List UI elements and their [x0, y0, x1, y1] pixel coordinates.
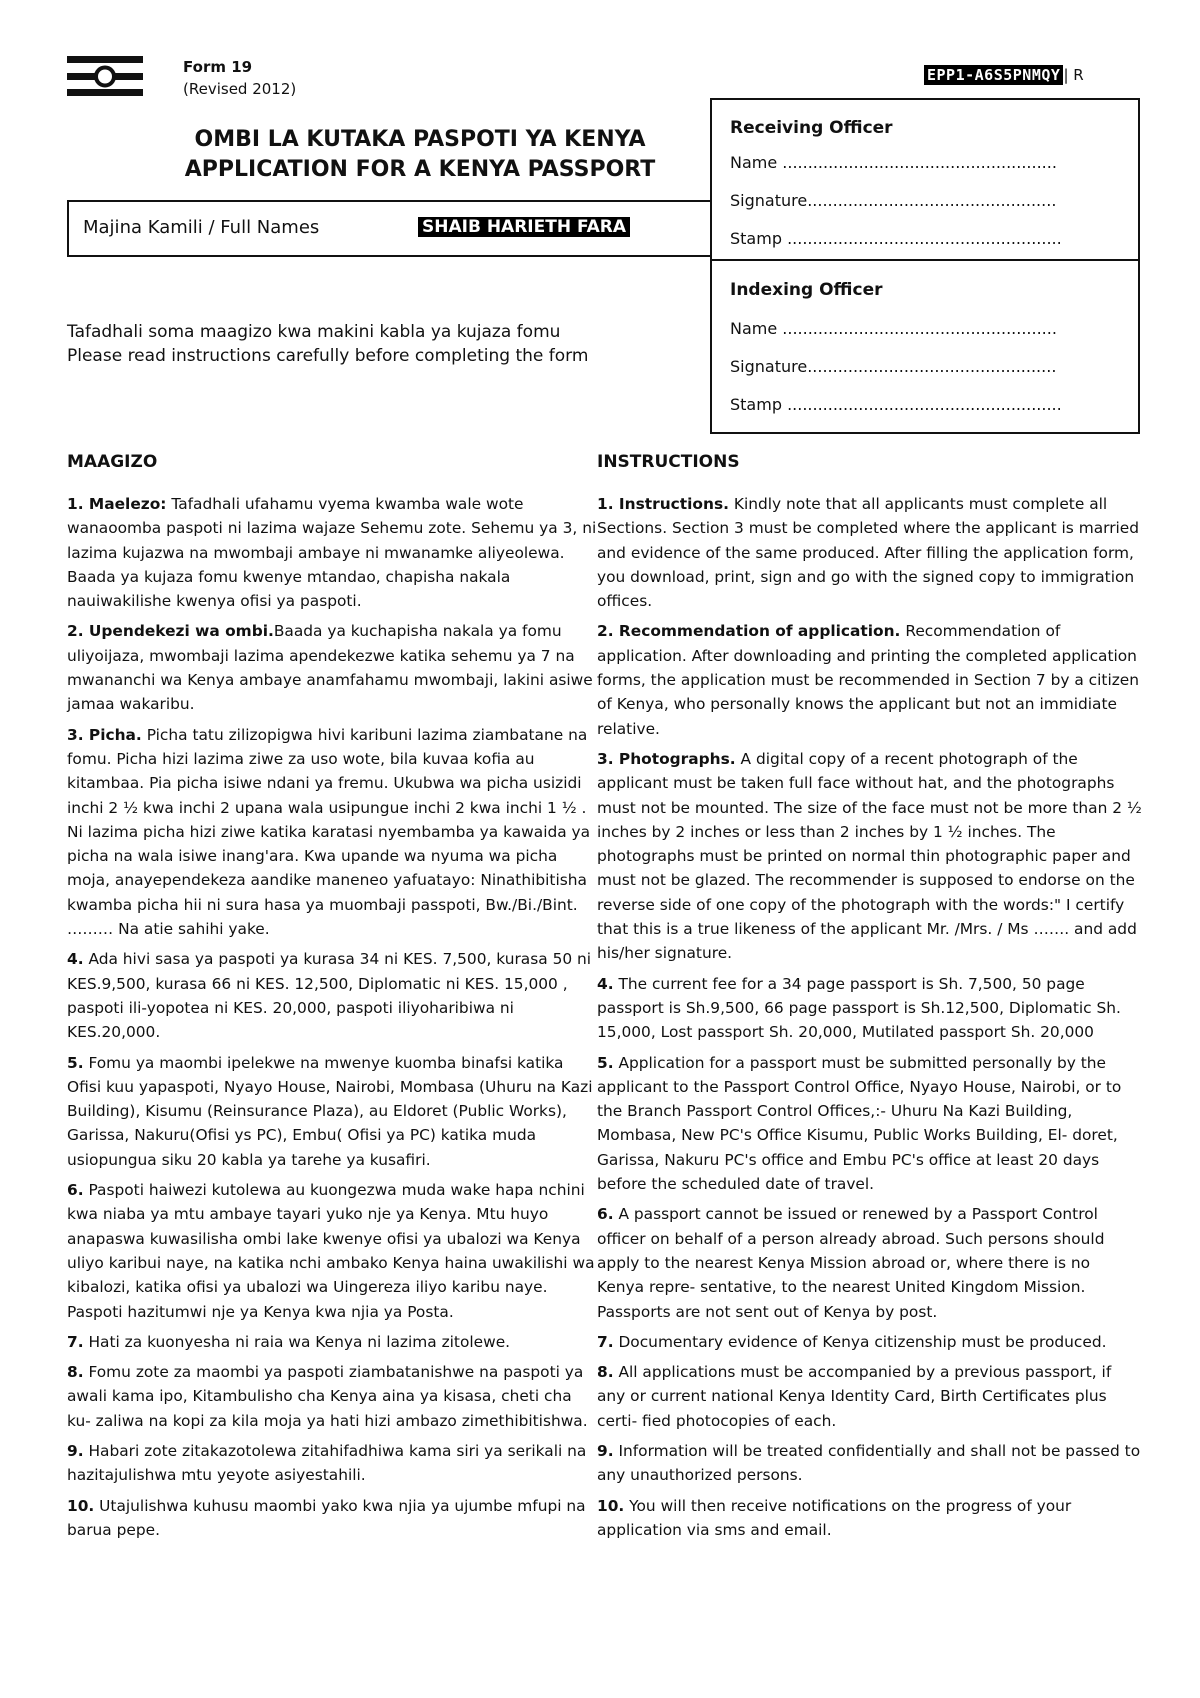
indexing-officer-signature-field: Signature.................................................	[730, 357, 1057, 376]
officer-box	[710, 98, 1140, 434]
reference-code: EPP1-A6S5PNMQY	[924, 65, 1063, 85]
title-english: APPLICATION FOR A KENYA PASSPORT	[184, 157, 656, 182]
list-item: 9. Habari zote zitakazotolewa zitahifadhiwa kama siri ya serikali na hazitajulishwa mtu yeyote asiyestahili.	[67, 1441, 587, 1485]
maagizo-list	[67, 492, 597, 1548]
form-revision: (Revised 2012)	[183, 80, 297, 98]
list-item: 2. Recommendation of application. Recommendation of application. After downloading and printing the completed application forms, the application must be recommended in Section 7 by a citizen of Kenya, who personally knows the applicant but not an immidiate relative.	[597, 622, 1140, 738]
form-logo-icon	[67, 56, 143, 96]
instructions-list	[597, 492, 1142, 1548]
title-swahili: OMBI LA KUTAKA PASPOTI YA KENYA	[194, 127, 646, 152]
reference-suffix: | R	[1063, 66, 1084, 84]
please-read-note	[67, 320, 588, 368]
full-names-label: Majina Kamili / Full Names	[83, 217, 320, 238]
list-item: 4. Ada hivi sasa ya paspoti ya kurasa 34 ni KES. 7,500, kurasa 50 ni KES.9,500, kurasa 66 ni KES. 12,500, Diplomatic ni KES. 15,000 , paspoti ili-yopotea ni KES. 20,000, paspoti iliyoharibiwa ni KES.20,000.	[67, 950, 592, 1042]
list-item: 5. Application for a passport must be submitted personally by the applicant to the Passport Control Office, Nyayo House, Nairobi, or to the Branch Passport Control Offices,:- Uhuru Na Kazi Building, Mombasa, New PC's Office Kisumu, Public Works Building, El- doret, Garissa, Nakuru PC's office and Embu PC's office at least 20 days before the scheduled date of travel.	[597, 1053, 1122, 1194]
please-read-english: Please read instructions carefully before completing the form	[67, 346, 589, 366]
receiving-officer-name-field: Name ......................................................	[730, 153, 1057, 172]
list-item: 6. A passport cannot be issued or renewed by a Passport Control officer on behalf of a person already abroad. Such persons should apply to the nearest Kenya Mission abroad or, where there is no Kenya repre- sentative, to the nearest United Kingdom Mission. Passports are not sent out of Kenya by post.	[597, 1205, 1105, 1321]
receiving-officer-signature-field: Signature.................................................	[730, 191, 1057, 210]
list-item: 3. Picha. Picha tatu zilizopigwa hivi karibuni lazima ziambatane na fomu. Picha hizi lazima ziwe za uso wote, bila kuvaa kofia au kitambaa. Pia picha isiwe ndani ya fremu. Ukubwa wa picha usizidi inchi 2 ½ kwa inchi 2 upana wala usipungue inchi 2 kwa inchi 1 ½ . Ni lazima picha hizi ziwe katika karatasi nyembamba ya kawaida ya picha na wala isiwe inang'ara. Kwa upande wa nyuma wa picha moja, anayependekeza aandike maneneo yafuatayo: Ninathibitisha kwamba picha hii ni sura hasa ya muombaji passpoti, Bw./Bi./Bint. ……… Na atie sahihi yake.	[67, 725, 591, 939]
page-title	[140, 125, 700, 185]
list-item: 8. Fomu zote za maombi ya paspoti ziambatanishwe na paspoti ya awali kama ipo, Kitambulisho cha Kenya aina ya kisasa, cheti cha ku- zaliwa na kopi za kila moja ya hati hizi ambazo zimethibitishwa.	[67, 1363, 588, 1430]
indexing-officer-stamp-field: Stamp ......................................................	[730, 395, 1062, 414]
list-item: 7. Hati za kuonyesha ni raia wa Kenya ni lazima zitolewe.	[67, 1332, 511, 1351]
list-item: 4. The current fee for a 34 page passport is Sh. 7,500, 50 page passport is Sh.9,500, 66 page passport is Sh.12,500, Diplomatic Sh. 15,000, Lost passport Sh. 20,000, Mutilated passport Sh. 20,000	[597, 974, 1121, 1042]
list-item: 10. Utajulishwa kuhusu maombi yako kwa njia ya ujumbe mfupi na barua pepe.	[67, 1496, 586, 1539]
list-item: 7. Documentary evidence of Kenya citizenship must be produced.	[597, 1332, 1107, 1351]
list-item: 10. You will then receive notifications on the progress of your application via sms and email.	[597, 1496, 1072, 1539]
indexing-officer-name-field: Name ......................................................	[730, 319, 1057, 338]
list-item: 5. Fomu ya maombi ipelekwe na mwenye kuomba binafsi katika Ofisi kuu yapaspoti, Nyayo House, Nairobi, Mombasa (Uhuru na Kazi Building), Kisumu (Reinsurance Plaza), au Eldoret (Public Works), Garissa, Nakuru(Ofisi ys PC), Embu( Ofisi ya PC) katika muda usiopungua siku 20 kabla ya tarehe ya kusafiri.	[67, 1053, 593, 1169]
list-item: 6. Paspoti haiwezi kutolewa au kuongezwa muda wake hapa nchini kwa niaba ya mtu ambaye tayari yuko nje ya Kenya. Mtu huyo anapaswa kuwasilisha ombi lake kwenye ofisi ya ubalozi wa Kenya uliyo karibui naye, na katika nchi ambako Kenya haina uwakilishi wa kibalozi, katika ofisi ya ubalozi wa Uingereza iliyo karibu naye. Paspoti hazitumwi nje ya Kenya kwa njia ya Posta.	[67, 1181, 595, 1321]
list-item: 2. Upendekezi wa ombi.Baada ya kuchapisha nakala ya fomu uliyoijaza, mwombaji lazima apendekezwe katika sehemu ya 7 na mwananchi wa Kenya ambaye anamfahamu mwombaji, lakini asiwe jamaa wakaribu.	[67, 622, 593, 714]
list-item: 8. All applications must be accompanied by a previous passport, if any or current national Kenya Identity Card, Birth Certificates plus certi- fied photocopies of each.	[597, 1363, 1112, 1430]
list-item: 9. Information will be treated confidentially and shall not be passed to any unauthorized persons.	[597, 1441, 1141, 1485]
instructions-heading: INSTRUCTIONS	[597, 452, 740, 472]
list-item: 3. Photographs. A digital copy of a recent photograph of the applicant must be taken full face without hat, and the photographs must not be mounted. The size of the face must not be more than 2 ½ inches by 2 inches or less than 2 inches by 1 ½ inches. The photographs must be printed on normal thin photographic paper and must not be glazed. The recommender is supposed to endorse on the reverse side of one copy of the photograph with the words:" I certify that this is a true likeness of the applicant Mr. /Mrs. / Ms ……. and add his/her signature.	[597, 749, 1142, 963]
receiving-officer-stamp-field: Stamp ......................................................	[730, 229, 1062, 248]
full-names-value: SHAIB HARIETH FARA	[418, 217, 630, 237]
list-item: 1. Instructions. Kindly note that all applicants must complete all Sections. Section 3 must be completed where the applicant is married and evidence of the same produced. After filling the application form, you download, print, sign and go with the signed copy to immigration offices.	[597, 495, 1140, 611]
indexing-officer-heading: Indexing Officer	[730, 280, 883, 300]
maagizo-heading: MAAGIZO	[67, 452, 158, 472]
officer-divider	[710, 259, 1140, 261]
reference-code-area	[924, 66, 1084, 84]
please-read-swahili: Tafadhali soma maagizo kwa makini kabla ya kujaza fomu	[67, 322, 561, 342]
list-item: 1. Maelezo: Tafadhali ufahamu vyema kwamba wale wote wanaoomba paspoti ni lazima wajaze Sehemu zote. Sehemu ya 3, ni lazima kujazwa na mwombaji ambaye ni mwanamke aliyeolewa. Baada ya kujaza fomu kwenye mtandao, chapisha nakala nauiwakilishe kwenya ofisi ya paspoti.	[67, 495, 597, 611]
receiving-officer-heading: Receiving Officer	[730, 118, 893, 138]
form-number: Form 19	[183, 58, 253, 76]
